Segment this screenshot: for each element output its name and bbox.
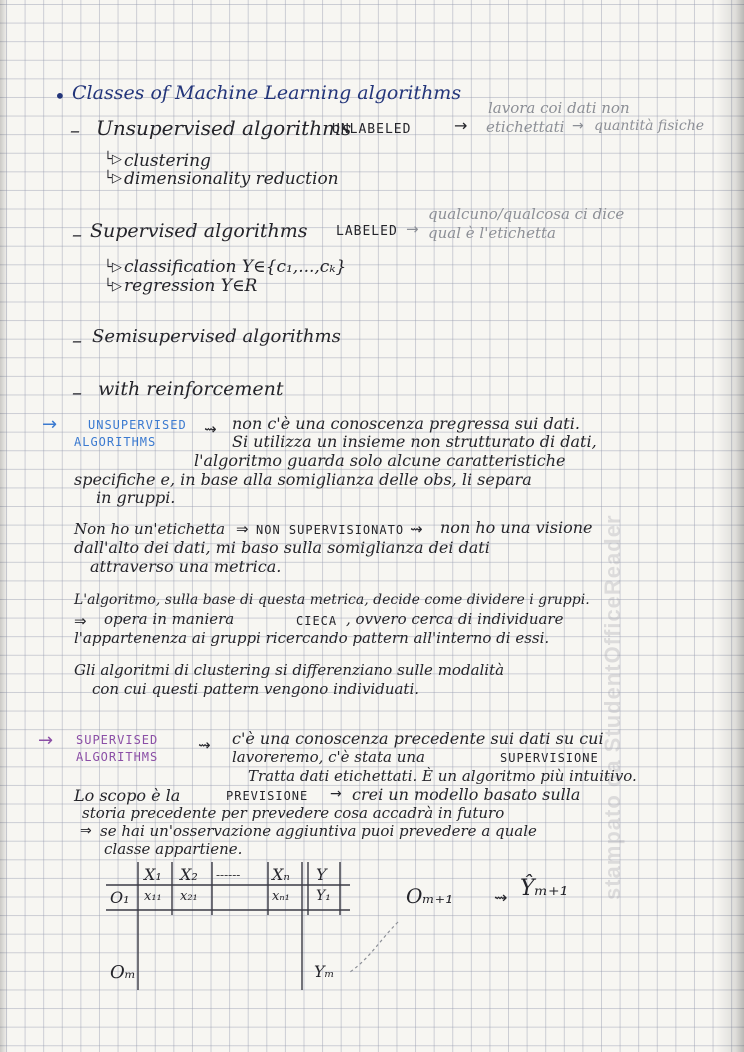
arrow-icon: ⇝ [198, 736, 211, 754]
unsup-p3-line-2b: , ovvero cerca di individuare [346, 610, 564, 628]
unsup-p4-line-1: Gli algoritmi di clustering si differenziano sulle modalità [74, 661, 505, 679]
table-header-y: Y [316, 865, 327, 884]
unsup-p2-line-1b: non ho una visione [440, 518, 593, 537]
sup-line-7: classe appartiene. [104, 840, 243, 858]
unlabeled-tag: UNLABELED [332, 122, 412, 137]
unsup-p3-tag: CIECA [296, 614, 338, 628]
sup-line-4-tag: PREVISIONE [226, 789, 309, 803]
table-header-xn: Xₙ [272, 865, 290, 884]
watermark: stampato da StudentOfficeReader [600, 514, 625, 900]
arrow-icon: ⇒ [80, 823, 92, 839]
supervised-note-1: qualcuno/qualcosa ci dice [428, 205, 625, 223]
unsupervised-note-1: lavora coi dati non [488, 99, 630, 117]
semisupervised-label: Semisupervised algorithms [92, 326, 341, 347]
reinforcement-label: with reinforcement [98, 378, 284, 400]
branch-arrow-icon: └▷ [104, 260, 122, 275]
sup-line-6: se hai un'osservazione aggiuntiva puoi prevedere a quale [100, 822, 537, 840]
arrow-icon: ⇝ [204, 420, 217, 438]
unsup-p3-line-3: l'appartenenza ai gruppi ricercando pattern all'interno di essi. [74, 629, 550, 647]
sup-line-5: storia precedente per prevedere cosa accadrà in futuro [82, 804, 505, 822]
arrow-icon: → [38, 730, 54, 751]
table-last-row-label: Oₘ [110, 962, 136, 983]
dimensionality-label: dimensionality reduction [124, 169, 339, 189]
unsup-line-3: l'algoritmo guarda solo alcune caratteristiche [194, 451, 566, 470]
table-row1-label: O₁ [110, 888, 130, 907]
unsup-line-1: non c'è una conoscenza pregressa sui dati. [232, 414, 580, 433]
arrow-icon: ⇝ [494, 888, 508, 907]
unsupervised-note-2: etichettati [486, 118, 565, 136]
sup-line-2-tag: SUPERVISIONE [500, 751, 599, 765]
regression-label: regression Y∈R [124, 276, 258, 296]
branch-arrow-icon: └▷ [104, 279, 122, 294]
table-cell: x₂₁ [180, 889, 198, 904]
supervised-note-2: qual è l'etichetta [428, 224, 556, 242]
unsupervised-note-3: quantità fisiche [594, 118, 705, 134]
arrow-icon: → [330, 786, 342, 802]
arrow-icon: → [406, 220, 419, 238]
dash: – [72, 328, 82, 352]
table-header-x2: X₂ [180, 865, 198, 884]
prediction-input: Oₘ₊₁ [406, 884, 454, 908]
sup-line-2a: lavoreremo, c'è stata una [232, 748, 425, 766]
unsup-p2-line-1a: Non ho un'etichetta [74, 520, 226, 538]
arrow-icon: ⇒ [236, 520, 249, 538]
unsupervised-heading-1: UNSUPERVISED [88, 418, 187, 432]
sup-line-4b: crei un modello basato sulla [352, 785, 581, 804]
arrow-icon: → [42, 414, 58, 435]
branch-arrow-icon: └▷ [104, 152, 122, 167]
dash: – [72, 380, 82, 404]
unsup-p4-line-2: con cui questi pattern vengono individuati. [92, 680, 420, 698]
arrow-icon: ⇝ [410, 520, 423, 538]
table-header-x1: X₁ [144, 865, 162, 884]
unsupervised-heading-2: ALGORITHMS [74, 435, 157, 449]
branch-arrow-icon: └▷ [104, 171, 122, 186]
unsup-p2-tag: NON SUPERVISIONATO [256, 523, 405, 537]
unsup-p2-line-3: attraverso una metrica. [90, 557, 282, 576]
table-header-dots: ------ [216, 868, 241, 882]
unsup-p3-line-2a: opera in maniera [104, 610, 235, 628]
supervised-heading-1: SUPERVISED [76, 733, 159, 747]
page-title: Classes of Machine Learning algorithms [72, 82, 462, 104]
unsupervised-label: Unsupervised algorithms [96, 116, 352, 140]
unsup-p3-line-1: L'algoritmo, sulla base di questa metrica, decide come dividere i gruppi. [74, 592, 590, 608]
sup-line-4a: Lo scopo è la [74, 786, 181, 805]
supervised-label: Supervised algorithms [90, 220, 308, 242]
arrow-icon: ⇒ [74, 612, 87, 630]
unsup-line-5: in gruppi. [96, 488, 176, 507]
table-cell: x₁₁ [144, 889, 162, 904]
unsup-line-4: specifiche e, in base alla somiglianza delle obs, li separa [74, 470, 532, 489]
classification-label: classification Y∈{c₁,...,cₖ} [124, 257, 347, 277]
supervised-heading-2: ALGORITHMS [76, 750, 159, 764]
arrow-icon: → [454, 116, 468, 135]
arrow-icon: → [572, 118, 584, 134]
dash: – [72, 222, 82, 246]
labeled-tag: LABELED [336, 224, 398, 239]
unsup-line-2: Si utilizza un insieme non strutturato di dati, [232, 432, 597, 451]
bullet: • [54, 84, 66, 108]
table-last-row-y: Yₘ [314, 962, 335, 981]
clustering-label: clustering [124, 151, 211, 171]
table-cell: xₙ₁ [272, 889, 290, 904]
table-cell: Y₁ [316, 888, 331, 904]
prediction-output: Ŷₘ₊₁ [520, 876, 569, 901]
dash: – [70, 118, 80, 142]
sup-line-1: c'è una conoscenza precedente sui dati su cui [232, 729, 604, 748]
sup-line-3: Tratta dati etichettati. È un algoritmo più intuitivo. [248, 767, 637, 785]
unsup-p2-line-2: dall'alto dei dati, mi baso sulla somiglianza dei dati [74, 538, 490, 557]
